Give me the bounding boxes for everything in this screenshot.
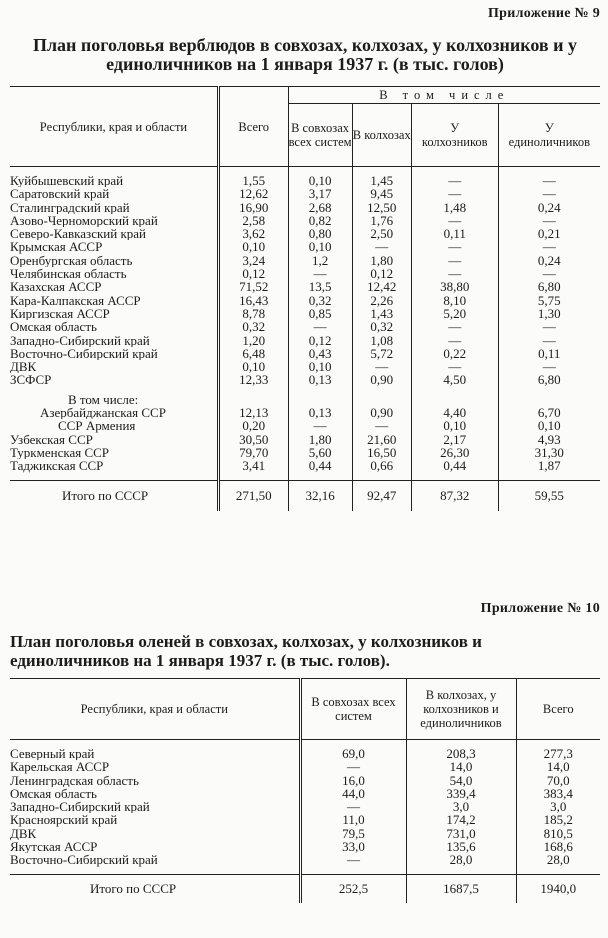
table-row [10, 747, 600, 760]
value-total: 71,52 [218, 280, 288, 293]
value-sovkhoz: 252,5 [300, 874, 406, 903]
value-total: 185,2 [543, 812, 573, 828]
value-kolkhoznik: — [411, 214, 498, 227]
table-row [10, 853, 600, 866]
table-row [10, 174, 600, 187]
value-sovkhoz: 2,68 [288, 201, 352, 214]
table-row [10, 307, 600, 320]
value-kolkhoznik: — [411, 334, 498, 347]
table-row [10, 813, 600, 826]
table-row [10, 294, 600, 307]
value-kolkhoznik: 2,17 [411, 433, 498, 446]
region-label: ДВК [10, 826, 37, 841]
value-edinolichnik: 5,75 [537, 292, 561, 308]
value-sovkhoz: 0,10 [288, 360, 352, 373]
value-total: 3,62 [218, 227, 288, 240]
table-row [10, 774, 600, 787]
value-total: 1,20 [218, 334, 288, 347]
value-edinolichnik: 6,70 [537, 405, 561, 421]
region-label: Ленинградская область [10, 773, 139, 787]
value-total: 70,0 [546, 772, 570, 788]
value-total: 14,0 [546, 759, 570, 775]
table-row [10, 827, 600, 840]
value-kolkhoznik: 26,30 [411, 446, 498, 459]
region-label: Красноярский край [10, 813, 118, 827]
header-total: Всего [218, 87, 288, 167]
value-sovkhoz: 33,0 [300, 840, 406, 853]
value-kolkhoz: 92,47 [352, 480, 411, 511]
value-kolkhoz: 54,0 [406, 774, 516, 787]
table-row [10, 214, 600, 227]
value-total: 0,10 [218, 360, 288, 373]
total-row [10, 874, 600, 903]
value-sovkhoz: 44,0 [300, 787, 406, 800]
header-region: Республики, края и области [10, 679, 300, 740]
value-sovkhoz: 0,80 [288, 227, 352, 240]
value-kolkhoz: 0,90 [352, 373, 411, 386]
value-total: 1,55 [218, 174, 288, 187]
value-total: 16,43 [218, 294, 288, 307]
table-row [10, 227, 600, 240]
region-name [10, 240, 218, 253]
header-sovkhoz: В совхозах всех систем [300, 679, 406, 740]
value-edinolichnik: 6,80 [537, 279, 561, 295]
region-label: Омская область [10, 786, 97, 801]
table-row [10, 840, 600, 853]
value-total: 6,48 [218, 347, 288, 360]
table-row [10, 334, 600, 347]
value-kolkhoz: 0,32 [352, 320, 411, 333]
region-label: Узбекская ССР [10, 432, 93, 446]
region-name [10, 294, 218, 307]
header-edinolichnik: У единоличников [498, 104, 600, 167]
value-total: 3,0 [550, 799, 567, 815]
value-kolkhoznik: 0,11 [411, 227, 498, 240]
value-kolkhoz: 12,50 [352, 201, 411, 214]
value-kolkhoz: 0,66 [352, 459, 411, 472]
value-kolkhoz: 174,2 [406, 813, 516, 826]
value-sovkhoz: 13,5 [288, 280, 352, 293]
region-name [10, 373, 218, 386]
region-name [10, 760, 300, 773]
region-name [10, 334, 218, 347]
region-name [10, 813, 300, 826]
value-sovkhoz: 11,0 [300, 813, 406, 826]
region-label: Западно-Сибирский край [10, 800, 150, 814]
value-kolkhoznik: — [411, 240, 498, 253]
value-edinolichnik: — [542, 212, 556, 228]
value-edinolichnik: 0,11 [538, 345, 561, 361]
value-edinolichnik: — [542, 319, 556, 335]
region-name [10, 267, 218, 280]
value-kolkhoznik: 5,20 [411, 307, 498, 320]
region-name [10, 280, 218, 293]
table-row [10, 760, 600, 773]
value-sovkhoz: 69,0 [300, 747, 406, 760]
table-row [10, 347, 600, 360]
value-sovkhoz: 79,5 [300, 827, 406, 840]
subgroup-label: В том числе: [10, 387, 218, 406]
value-sovkhoz: 0,10 [288, 240, 352, 253]
value-kolkhoz: 1,45 [352, 174, 411, 187]
value-kolkhoz: — [352, 419, 411, 432]
region-name [10, 320, 218, 333]
region-label: Восточно-Сибирский край [10, 853, 158, 867]
region-label: Западно-Сибирский край [10, 333, 150, 347]
region-label: Сталинградский край [10, 200, 130, 214]
value-total: 0,10 [218, 240, 288, 253]
region-label: Оренбургская область [10, 253, 133, 268]
table-row [10, 787, 600, 800]
total-row [10, 480, 600, 511]
region-label: Северный край [10, 747, 95, 761]
value-sovkhoz: — [300, 760, 406, 773]
region-name [10, 214, 218, 227]
region-label: Итого по СССР [62, 487, 149, 503]
value-kolkhoznik: 4,50 [411, 373, 498, 386]
value-total: 3,24 [218, 254, 288, 267]
value-edinolichnik: 59,55 [498, 480, 600, 511]
value-kolkhoz: 0,90 [352, 406, 411, 419]
value-kolkhoz: 3,0 [406, 800, 516, 813]
value-edinolichnik: — [542, 173, 556, 188]
value-sovkhoz: 0,13 [288, 406, 352, 419]
appendix-10-label: Приложение № 10 [480, 601, 600, 616]
value-kolkhoznik: 87,32 [411, 480, 498, 511]
table-row [10, 201, 600, 214]
value-edinolichnik: — [542, 359, 556, 375]
region-label: Азербайджанская ССР [40, 406, 166, 420]
value-edinolichnik: — [542, 266, 556, 282]
value-kolkhoznik: — [411, 360, 498, 373]
value-kolkhoz: 1,80 [352, 254, 411, 267]
value-sovkhoz: 0,82 [288, 214, 352, 227]
region-name [10, 800, 300, 813]
value-total: 12,62 [218, 187, 288, 200]
region-name [10, 747, 300, 760]
value-kolkhoz: — [352, 360, 411, 373]
value-edinolichnik: — [542, 239, 556, 255]
header-total: Всего [516, 679, 600, 740]
value-total: 12,13 [218, 406, 288, 419]
region-label: Крымская АССР [10, 240, 103, 254]
region-name [10, 433, 218, 446]
region-name [10, 360, 218, 373]
value-total: 1940,0 [516, 874, 600, 903]
region-name [10, 174, 218, 187]
value-kolkhoznik: 1,48 [411, 201, 498, 214]
header-kolkhoz: В колхозах [352, 104, 411, 167]
value-kolkhoz: 14,0 [406, 760, 516, 773]
value-kolkhoz: — [352, 240, 411, 253]
value-kolkhoznik: — [411, 174, 498, 187]
value-kolkhoz: 2,50 [352, 227, 411, 240]
value-edinolichnik: — [542, 186, 556, 202]
region-label: Северо-Кавказский край [10, 227, 146, 241]
region-label: Куйбышевский край [10, 174, 124, 188]
table-row [10, 254, 600, 267]
value-kolkhoz: 1,43 [352, 307, 411, 320]
value-kolkhoz: 731,0 [406, 827, 516, 840]
region-label: Казахская АССР [10, 280, 102, 294]
appendix-9-label: Приложение № 9 [487, 6, 600, 21]
region-name [10, 419, 218, 432]
value-total: 0,20 [218, 419, 288, 432]
region-name [10, 446, 218, 459]
value-edinolichnik: 0,21 [537, 226, 561, 242]
region-label: ЗСФСР [10, 373, 52, 387]
value-kolkhoz: 28,0 [406, 853, 516, 866]
table-row [10, 320, 600, 333]
value-kolkhoznik: 38,80 [411, 280, 498, 293]
region-label: ДВК [10, 360, 37, 374]
value-kolkhoz: 339,4 [406, 787, 516, 800]
region-label: Итого по СССР [90, 880, 177, 896]
value-sovkhoz: 0,12 [288, 334, 352, 347]
table-row [10, 240, 600, 253]
region-name [10, 187, 218, 200]
value-sovkhoz: 1,80 [288, 433, 352, 446]
reindeer-table [10, 678, 600, 903]
value-total: 30,50 [218, 433, 288, 446]
region-label: ССР Армения [58, 419, 136, 433]
value-sovkhoz: 0,32 [288, 294, 352, 307]
value-kolkhoz: 21,60 [352, 433, 411, 446]
region-name [10, 254, 218, 267]
region-label: Азово-Черноморский край [10, 213, 158, 228]
region-label: Челябинская область [10, 267, 127, 281]
header-group: В том числе [288, 87, 600, 104]
value-edinolichnik: 0,24 [537, 199, 561, 215]
value-kolkhoznik: — [411, 254, 498, 267]
value-sovkhoz: — [288, 267, 352, 280]
region-name [10, 347, 218, 360]
value-kolkhoznik: 0,22 [411, 347, 498, 360]
value-total: 16,90 [218, 201, 288, 214]
region-name [10, 227, 218, 240]
value-sovkhoz: 32,16 [288, 480, 352, 511]
region-label: Киргизская АССР [10, 306, 110, 321]
value-total: 0,32 [218, 320, 288, 333]
header-region: Республики, края и области [10, 87, 218, 167]
region-name [10, 787, 300, 800]
table-row [10, 373, 600, 386]
region-name [10, 480, 218, 511]
value-total: 28,0 [546, 852, 570, 868]
value-kolkhoz: 9,45 [352, 187, 411, 200]
value-total: 168,6 [543, 839, 573, 855]
table-row [10, 446, 600, 459]
table-row [10, 360, 600, 373]
region-label: Кара-Калпакская АССР [10, 293, 141, 307]
region-name [10, 853, 300, 866]
value-kolkhoz: 1,08 [352, 334, 411, 347]
table-row [10, 267, 600, 280]
value-kolkhoz: 16,50 [352, 446, 411, 459]
header-sovkhoz: В совхозах всех систем [288, 104, 352, 167]
value-edinolichnik: 0,24 [537, 252, 561, 268]
value-edinolichnik: 4,93 [537, 431, 561, 447]
value-sovkhoz: 16,0 [300, 774, 406, 787]
value-kolkhoznik: — [411, 267, 498, 280]
region-name [10, 840, 300, 853]
value-kolkhoz: 0,12 [352, 267, 411, 280]
camels-table [10, 86, 600, 511]
value-kolkhoz: 208,3 [406, 747, 516, 760]
table-row [10, 459, 600, 472]
value-kolkhoznik: 0,44 [411, 459, 498, 472]
value-sovkhoz: 1,2 [288, 254, 352, 267]
table-row [10, 800, 600, 813]
table-row [10, 433, 600, 446]
value-total: 79,70 [218, 446, 288, 459]
value-kolkhoznik: 0,10 [411, 419, 498, 432]
value-kolkhoznik: — [411, 320, 498, 333]
value-sovkhoz: — [300, 800, 406, 813]
value-kolkhoz: 1,76 [352, 214, 411, 227]
value-sovkhoz: 0,43 [288, 347, 352, 360]
value-kolkhoz: 135,6 [406, 840, 516, 853]
value-edinolichnik: — [542, 332, 556, 348]
value-sovkhoz: 5,60 [288, 446, 352, 459]
value-sovkhoz: 3,17 [288, 187, 352, 200]
value-edinolichnik: 31,30 [534, 444, 564, 460]
header-kolkhoznik: У колхозников [411, 104, 498, 167]
region-name [10, 307, 218, 320]
region-label: Омская область [10, 320, 97, 334]
table-row [10, 280, 600, 293]
table-row [10, 419, 600, 432]
table-10-title: План поголовья оленей в совхозах, колхозах, у колхозников и единоличников на 1 января 1937 г. (в тыс. голов). [10, 632, 482, 670]
value-sovkhoz: — [288, 419, 352, 432]
region-label: Якутская АССР [10, 840, 98, 854]
value-sovkhoz: 0,44 [288, 459, 352, 472]
header-kolkhoz: В колхозах, у колхозников и единоличников [406, 679, 516, 740]
value-kolkhoz: 5,72 [352, 347, 411, 360]
region-label: Карельская АССР [10, 760, 110, 774]
region-label: Саратовский край [10, 187, 110, 201]
region-name [10, 774, 300, 787]
value-kolkhoz: 2,26 [352, 294, 411, 307]
value-kolkhoznik: 8,10 [411, 294, 498, 307]
region-name [10, 827, 300, 840]
value-total: 383,4 [543, 785, 573, 801]
value-edinolichnik: 1,87 [537, 458, 561, 474]
value-total: 0,12 [218, 267, 288, 280]
value-sovkhoz: — [300, 853, 406, 866]
value-sovkhoz: 0,85 [288, 307, 352, 320]
table-row [10, 187, 600, 200]
region-label: Восточно-Сибирский край [10, 346, 158, 361]
value-sovkhoz: 0,13 [288, 373, 352, 386]
table-row [10, 406, 600, 419]
value-total: 271,50 [218, 480, 288, 511]
value-kolkhoz: 12,42 [352, 280, 411, 293]
region-label: Таджикская ССР [10, 459, 104, 473]
table-9-title: План поголовья верблюдов в совхозах, колхозах, у колхозников и у единоличников на 1 января 1937 г. (в тыс. голов) [32, 35, 578, 74]
value-kolkhoz: 1687,5 [406, 874, 516, 903]
region-name [10, 459, 218, 472]
value-total: 277,3 [543, 746, 573, 761]
region-name [10, 874, 300, 903]
value-total: 810,5 [543, 825, 573, 841]
value-total: 2,58 [218, 214, 288, 227]
value-edinolichnik: 6,80 [537, 372, 561, 388]
value-edinolichnik: 0,10 [537, 418, 561, 434]
value-total: 12,33 [218, 373, 288, 386]
value-total: 3,41 [218, 459, 288, 472]
value-sovkhoz: 0,10 [288, 174, 352, 187]
value-edinolichnik: 1,30 [537, 305, 561, 321]
region-name [10, 406, 218, 419]
value-total: 8,78 [218, 307, 288, 320]
region-name [10, 201, 218, 214]
value-kolkhoznik: 4,40 [411, 406, 498, 419]
value-sovkhoz: — [288, 320, 352, 333]
value-kolkhoznik: — [411, 187, 498, 200]
region-label: Туркменская ССР [10, 445, 110, 460]
